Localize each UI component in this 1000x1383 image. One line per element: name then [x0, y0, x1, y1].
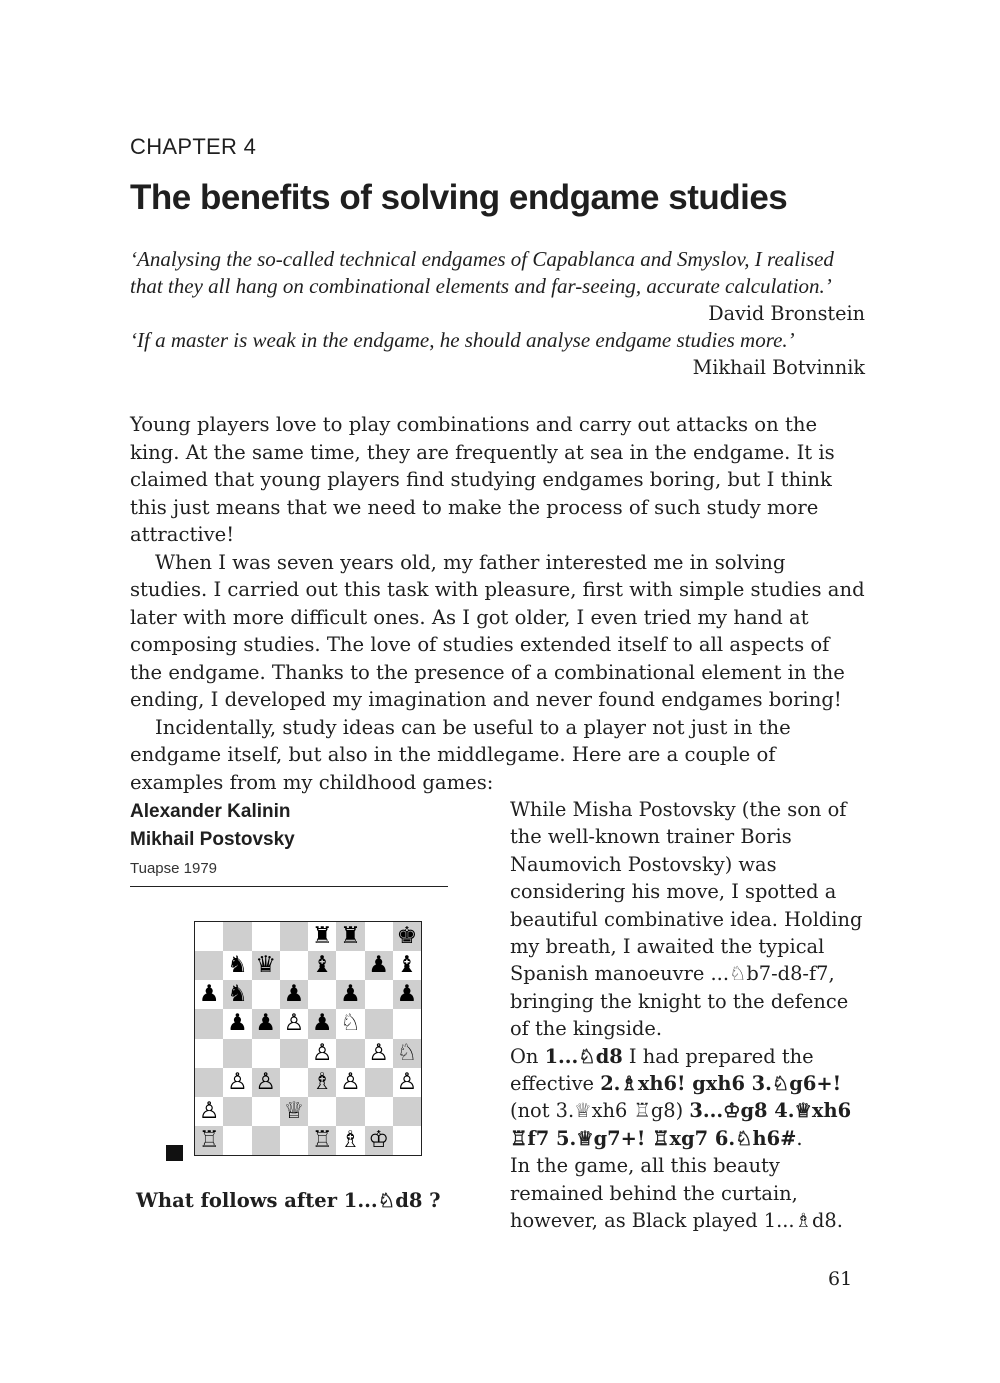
- square-e2: [308, 1097, 336, 1126]
- chess-piece: ♖: [198, 1126, 220, 1153]
- square-e7: [308, 951, 336, 980]
- square-g7: [365, 951, 393, 980]
- chess-piece: ♙: [396, 1068, 418, 1095]
- square-g8: [365, 922, 393, 951]
- square-h1: [393, 1126, 421, 1155]
- chess-piece: ♛: [255, 952, 276, 979]
- square-h7: [393, 951, 421, 980]
- divider: [130, 886, 448, 887]
- chess-diagram: [194, 921, 422, 1156]
- intro-text: [130, 411, 865, 796]
- chess-piece: ♖: [311, 1126, 333, 1153]
- square-h5: [393, 1009, 421, 1038]
- square-d6: [280, 980, 308, 1009]
- square-f4: [336, 1039, 364, 1068]
- square-b7: [223, 951, 251, 980]
- square-g4: [365, 1039, 393, 1068]
- chess-piece: ♗: [311, 1068, 333, 1095]
- square-c2: [252, 1097, 280, 1126]
- paragraph: [510, 1043, 870, 1153]
- square-a7: [195, 951, 223, 980]
- square-h2: [393, 1097, 421, 1126]
- move: 1...♘d8: [544, 1044, 623, 1068]
- square-f5: [336, 1009, 364, 1038]
- square-f6: [336, 980, 364, 1009]
- square-f2: [336, 1097, 364, 1126]
- square-h3: [393, 1068, 421, 1097]
- chess-piece: ♔: [368, 1126, 389, 1153]
- move-line: 3...♔g8 4.♕xh6 ♖f7 5.♕g7+! ♖xg7 6.♘h6#: [510, 1099, 852, 1150]
- text: (not 3.♕xh6 ♖g8): [510, 1099, 690, 1123]
- chess-piece: ♙: [368, 1039, 389, 1066]
- game-event: Tuapse 1979: [130, 860, 218, 877]
- square-e6: [308, 980, 336, 1009]
- square-f8: [336, 922, 364, 951]
- square-e1: [308, 1126, 336, 1155]
- page-number: 61: [828, 1268, 853, 1290]
- chess-piece: ♝: [396, 952, 418, 979]
- chess-piece: ♙: [227, 1068, 248, 1095]
- chess-piece: ♟: [283, 981, 305, 1008]
- chess-piece: ♟: [340, 981, 361, 1008]
- paragraph: Incidentally, study ideas can be useful to a player not just in the endgame itself, but also in the middlegame. Here are a couple of examples from my childhood games:: [130, 715, 791, 794]
- chess-piece: ♕: [283, 1097, 305, 1124]
- black-to-move-marker: [166, 1145, 183, 1161]
- chess-piece: ♟: [198, 981, 220, 1008]
- square-g1: [365, 1126, 393, 1155]
- square-a1: [195, 1126, 223, 1155]
- game-header: [130, 798, 448, 887]
- text: .: [796, 1126, 803, 1150]
- move-line: 2.♗xh6! gxh6 3.♘g6+!: [600, 1072, 842, 1096]
- square-g5: [365, 1009, 393, 1038]
- paragraph: While Misha Postovsky (the son of the well-known trainer Boris Naumovich Postovsky) was considering his move, I spotted a beautiful combinative idea. Holding my breath, I awaited the typical Spanish manoeuvre ...♘b7-d8-f7, bringing the knight to the defence of the kingside.: [510, 798, 863, 1041]
- square-e5: [308, 1009, 336, 1038]
- chess-piece: ♙: [283, 1010, 305, 1037]
- square-b2: [223, 1097, 251, 1126]
- white-player: Alexander Kalinin: [130, 801, 291, 822]
- square-b6: [223, 980, 251, 1009]
- chess-piece: ♘: [340, 1010, 361, 1037]
- chess-piece: ♟: [311, 1010, 333, 1037]
- square-c3: [252, 1068, 280, 1097]
- square-h8: [393, 922, 421, 951]
- paragraph: In the game, all this beauty remained behind the curtain, however, as Black played 1...♗d8.: [510, 1154, 843, 1233]
- square-a6: [195, 980, 223, 1009]
- square-c7: [252, 951, 280, 980]
- chess-piece: ♝: [311, 952, 333, 979]
- square-f1: [336, 1126, 364, 1155]
- black-player: Mikhail Postovsky: [130, 829, 295, 850]
- square-a2: [195, 1097, 223, 1126]
- square-c6: [252, 980, 280, 1009]
- square-f3: [336, 1068, 364, 1097]
- epigraph-author: David Bronstein: [708, 302, 865, 325]
- chess-piece: ♟: [255, 1010, 276, 1037]
- square-h6: [393, 980, 421, 1009]
- chess-piece: ♟: [368, 952, 389, 979]
- square-b3: [223, 1068, 251, 1097]
- chess-piece: ♟: [227, 1010, 248, 1037]
- chapter-label: CHAPTER 4: [130, 134, 257, 159]
- chess-piece: ♗: [340, 1126, 361, 1153]
- chess-piece: ♙: [198, 1097, 220, 1124]
- square-e4: [308, 1039, 336, 1068]
- square-b8: [223, 922, 251, 951]
- square-d4: [280, 1039, 308, 1068]
- chess-piece: ♜: [340, 923, 361, 950]
- square-g3: [365, 1068, 393, 1097]
- square-a3: [195, 1068, 223, 1097]
- chess-piece: ♞: [227, 981, 248, 1008]
- square-a5: [195, 1009, 223, 1038]
- square-c5: [252, 1009, 280, 1038]
- chess-piece: ♟: [396, 981, 418, 1008]
- square-d1: [280, 1126, 308, 1155]
- square-a4: [195, 1039, 223, 1068]
- square-b4: [223, 1039, 251, 1068]
- chess-piece: ♜: [311, 923, 333, 950]
- diagram-question: What follows after 1...♘d8 ?: [136, 1189, 441, 1212]
- epigraph-quote: ‘If a master is weak in the endgame, he should analyse endgame studies more.’: [130, 328, 795, 352]
- chess-piece: ♙: [340, 1068, 361, 1095]
- game-commentary: [510, 796, 870, 1235]
- chess-piece: ♘: [396, 1039, 418, 1066]
- paragraph: Young players love to play combinations and carry out attacks on the king. At the same time, they are frequently at sea in the endgame. It is claimed that young players find studying endgames boring, but I think this just means that we need to make the process of such study more attractive!: [130, 413, 835, 546]
- epigraph-quote: ‘Analysing the so-called technical endgames of Capablanca and Smyslov, I realised that they all hang on combinational elements and far-seeing, accurate calculation.’: [130, 247, 834, 298]
- square-d3: [280, 1068, 308, 1097]
- square-d8: [280, 922, 308, 951]
- chess-piece: ♚: [396, 923, 418, 950]
- square-c8: [252, 922, 280, 951]
- square-c4: [252, 1039, 280, 1068]
- paragraph: When I was seven years old, my father interested me in solving studies. I carried out this task with pleasure, first with simple studies and later with more difficult ones. As I got older, I even tried my hand at composing studies. The love of studies extended itself to all aspects of the endgame. Thanks to the presence of a combinational element in the ending, I developed my imagination and never found endgames boring!: [130, 550, 865, 711]
- square-g6: [365, 980, 393, 1009]
- square-a8: [195, 922, 223, 951]
- square-d7: [280, 951, 308, 980]
- text: On: [510, 1044, 545, 1068]
- chess-piece: ♞: [227, 952, 248, 979]
- square-b5: [223, 1009, 251, 1038]
- epigraphs: [130, 246, 865, 381]
- chapter-title: The benefits of solving endgame studies: [130, 178, 788, 217]
- chess-piece: ♙: [311, 1039, 333, 1066]
- square-e3: [308, 1068, 336, 1097]
- square-c1: [252, 1126, 280, 1155]
- square-h4: [393, 1039, 421, 1068]
- square-g2: [365, 1097, 393, 1126]
- square-b1: [223, 1126, 251, 1155]
- chess-piece: ♙: [255, 1068, 276, 1095]
- square-d2: [280, 1097, 308, 1126]
- square-e8: [308, 922, 336, 951]
- text: I had prepared the effective: [510, 1044, 814, 1096]
- epigraph-author: Mikhail Botvinnik: [692, 356, 865, 379]
- square-f7: [336, 951, 364, 980]
- square-d5: [280, 1009, 308, 1038]
